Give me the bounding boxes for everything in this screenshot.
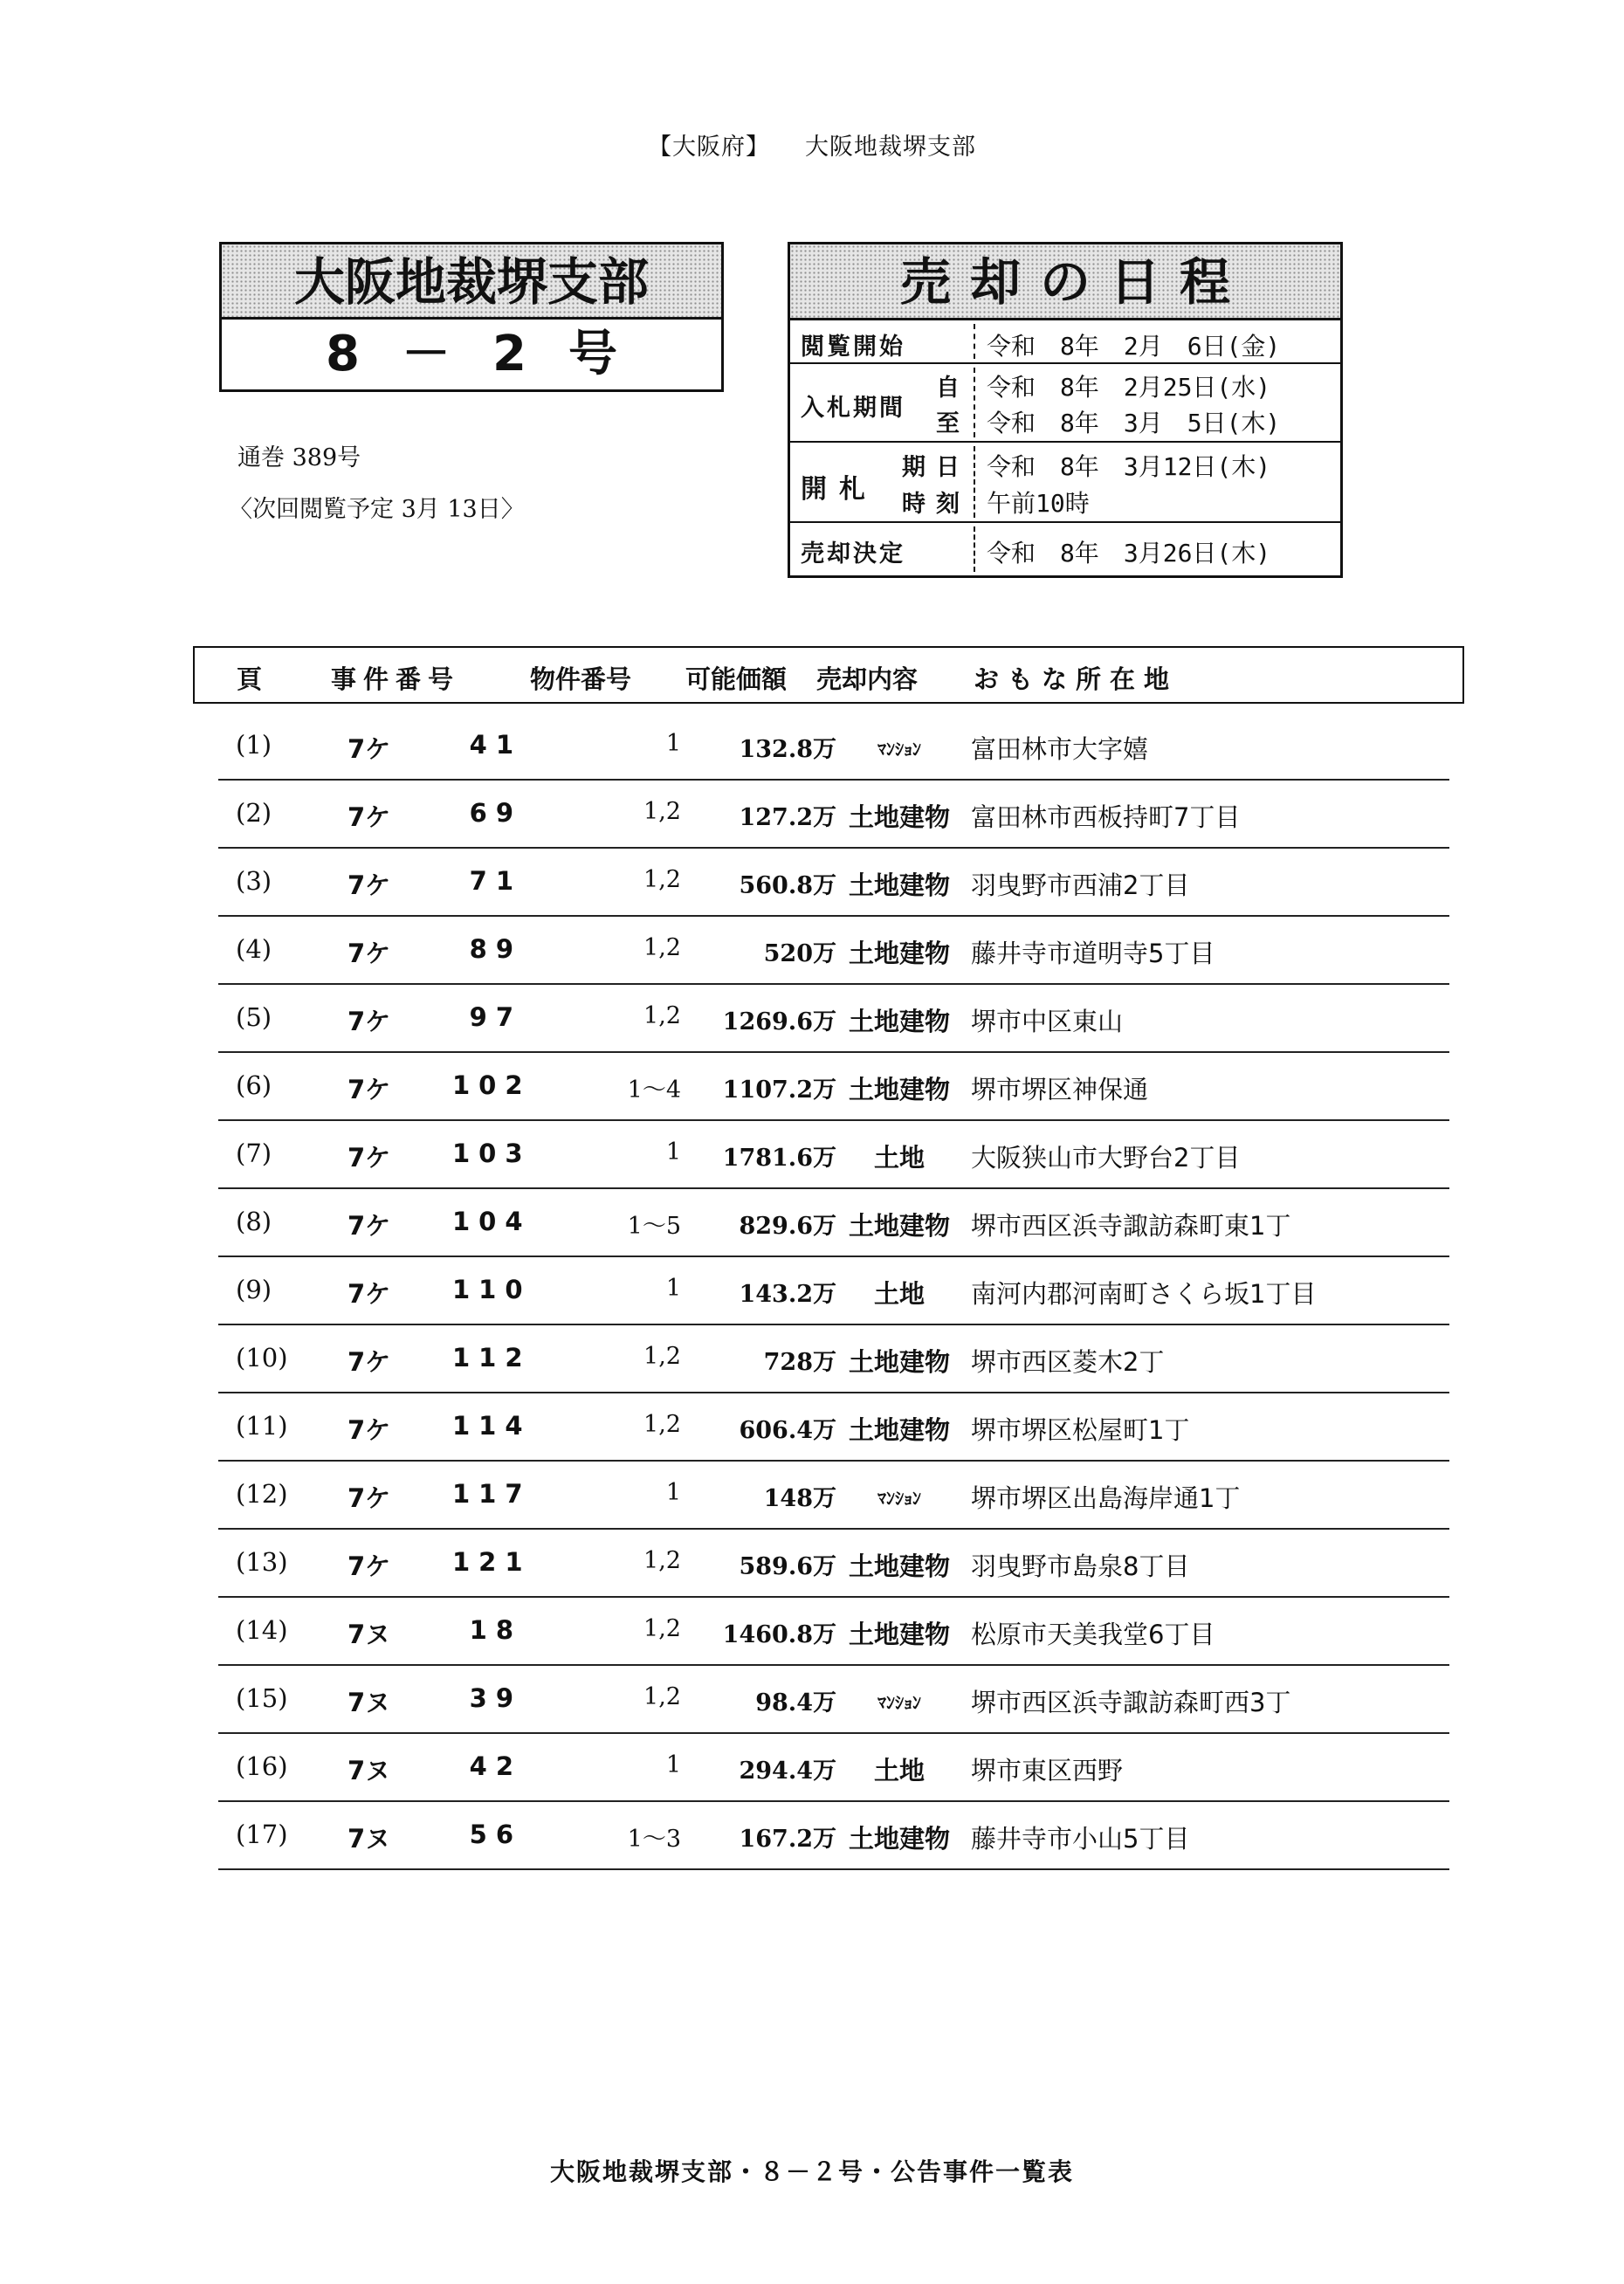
page-ref: (17) [236,1820,288,1849]
sale-type: 土地 [873,1279,925,1309]
table-row [218,1460,1449,1530]
case-era: 7ヌ [348,1620,391,1649]
case-number: 56 [469,1820,522,1849]
case-number: 71 [469,866,522,896]
minimum-price: 1269.6万 [722,1008,836,1035]
table-row [218,1732,1449,1802]
schedule-value: 令和 8年 3月 5日(木) [987,409,1281,437]
case-era: 7ケ [348,1075,391,1104]
case-era: 7ヌ [348,1688,391,1717]
property-number: 1,2 [643,1547,681,1574]
court-name: 大阪地裁堺支部 [805,134,976,161]
case-number: 18 [469,1615,522,1645]
header-sale-type: 売却内容 [816,664,919,694]
property-number: 1 [665,1479,681,1506]
header-location: おもな所在地 [974,664,1179,694]
page-ref: (1) [236,730,272,760]
sale-type: 土地建物 [848,1007,950,1036]
case-number: 41 [469,730,522,760]
page-ref: (2) [236,798,272,828]
schedule-row-decision [790,523,1340,575]
table-row [218,1119,1449,1189]
next-viewing-date: 〈次回閲覧予定 3月 13日〉 [229,496,525,523]
sale-type: 土地建物 [848,1075,950,1104]
sale-type: 土地建物 [848,939,950,968]
court-title-box [219,242,724,392]
sale-type: 土地建物 [848,1551,950,1581]
case-number: 69 [469,798,522,828]
schedule-value: 令和 8年 2月 6日(金) [987,332,1281,361]
minimum-price: 589.6万 [739,1553,836,1580]
minimum-price: 1460.8万 [722,1621,836,1648]
sale-type: 土地 [873,1143,925,1173]
case-era: 7ケ [348,1211,391,1241]
sale-schedule-box [788,242,1343,578]
table-header [193,646,1464,704]
table-row [218,1800,1449,1870]
page-header [0,127,1624,162]
case-era: 7ケ [348,734,391,764]
property-number: 1,2 [643,1343,681,1370]
schedule-value: 令和 8年 3月12日(木) [987,452,1271,481]
page-ref: (9) [236,1275,272,1304]
header-page: 頁 [237,664,263,694]
schedule-label: 売却決定 [801,540,905,568]
schedule-title: 売却の日程 [790,244,1340,320]
minimum-price: 127.2万 [739,804,836,831]
minimum-price: 132.8万 [739,736,836,763]
sale-type: 土地建物 [848,1824,950,1854]
page-ref: (12) [236,1479,288,1509]
property-number: 1,2 [643,1002,681,1029]
page-ref: (15) [236,1683,288,1713]
page-footer: 大阪地裁堺支部・８－２号・公告事件一覧表 [549,2157,1074,2186]
schedule-row-bidding [790,364,1340,443]
property-number: 1 [665,730,681,757]
table-row [218,847,1449,917]
minimum-price: 167.2万 [739,1826,836,1853]
case-number: 97 [469,1002,522,1032]
case-number: 39 [469,1683,522,1713]
schedule-sub-label: 期日 [902,454,970,481]
schedule-row-viewing [790,320,1340,364]
prefecture-label: 【大阪府】 [648,134,770,161]
property-number: 1 [665,1139,681,1166]
property-number: 1,2 [643,1411,681,1438]
location: 堺市西区浜寺諏訪森町東1丁 [971,1211,1291,1241]
table-row [218,1596,1449,1666]
property-number: 1,2 [643,934,681,961]
property-number: 1～3 [627,1826,681,1853]
location: 堺市堺区松屋町1丁 [971,1415,1190,1445]
case-number: 110 [452,1275,532,1304]
header-property-number: 物件番号 [530,664,632,694]
case-era: 7ケ [348,1415,391,1445]
minimum-price: 148万 [763,1485,836,1512]
page-ref: (13) [236,1547,288,1577]
case-era: 7ケ [348,939,391,968]
table-row [218,1051,1449,1121]
issue-number: 8－2号 [326,326,659,382]
property-number: 1～5 [627,1213,681,1240]
minimum-price: 520万 [763,940,836,967]
table-row [218,779,1449,849]
minimum-price: 294.4万 [739,1758,836,1785]
header-case-number: 事件番号 [331,664,461,694]
table-row [218,711,1449,781]
property-number: 1,2 [643,1683,681,1710]
property-number: 1～4 [627,1077,681,1104]
schedule-value: 令和 8年 2月25日(水) [987,373,1271,402]
case-era: 7ケ [348,1279,391,1309]
schedule-label: 入札期間 [801,395,905,422]
table-row [218,1256,1449,1325]
case-number: 103 [452,1139,532,1168]
case-era: 7ケ [348,870,391,900]
table-row [218,983,1449,1053]
schedule-sub-label: 至 [936,410,962,437]
court-title: 大阪地裁堺支部 [222,244,721,320]
case-era: 7ケ [348,1347,391,1377]
property-number: 1,2 [643,798,681,825]
schedule-label: 閲覧開始 [801,334,905,361]
page-ref: (8) [236,1207,272,1236]
page-ref: (3) [236,866,272,896]
case-number: 104 [452,1207,532,1236]
page-ref: (4) [236,934,272,964]
minimum-price: 728万 [763,1349,836,1376]
location: 羽曳野市島泉8丁目 [971,1551,1190,1581]
case-era: 7ケ [348,802,391,832]
schedule-sub-label: 時刻 [902,491,970,518]
sale-type: 土地建物 [848,870,950,900]
location: 堺市東区西野 [971,1756,1124,1785]
schedule-value: 令和 8年 3月26日(木) [987,539,1271,568]
location: 藤井寺市道明寺5丁目 [971,939,1215,968]
table-row [218,1187,1449,1257]
case-number: 117 [452,1479,532,1509]
case-number: 89 [469,934,522,964]
case-number: 114 [452,1411,532,1441]
location: 南河内郡河南町さくら坂1丁目 [971,1279,1317,1309]
page-ref: (7) [236,1139,272,1168]
case-era: 7ケ [348,1551,391,1581]
page-ref: (14) [236,1615,288,1645]
location: 富田林市大字嬉 [971,734,1149,764]
case-number: 42 [469,1751,522,1781]
location: 富田林市西板持町7丁目 [971,802,1241,832]
minimum-price: 1781.6万 [722,1145,836,1172]
case-era: 7ケ [348,1143,391,1173]
table-row [218,1664,1449,1734]
sale-type: 土地建物 [848,802,950,832]
case-number: 102 [452,1070,532,1100]
schedule-value: 午前10時 [987,489,1090,518]
page-ref: (16) [236,1751,288,1781]
sale-type: ﾏﾝｼｮﾝ [877,1488,921,1509]
page-ref: (11) [236,1411,288,1441]
sale-type: 土地建物 [848,1347,950,1377]
case-era: 7ヌ [348,1756,391,1785]
location: 堺市中区東山 [971,1007,1124,1036]
minimum-price: 829.6万 [739,1213,836,1240]
case-era: 7ヌ [348,1824,391,1854]
property-number: 1 [665,1275,681,1302]
schedule-label: 開札 [801,474,877,505]
location: 大阪狭山市大野台2丁目 [971,1143,1241,1173]
table-row [218,1324,1449,1393]
sale-type: 土地 [873,1756,925,1785]
case-number: 112 [452,1343,532,1372]
sale-type: ﾏﾝｼｮﾝ [877,739,921,760]
table-row [218,1392,1449,1462]
schedule-row-opening [790,443,1340,523]
case-era: 7ケ [348,1483,391,1513]
location: 堺市西区菱木2丁 [971,1347,1165,1377]
sale-type: 土地建物 [848,1620,950,1649]
table-row [218,1528,1449,1598]
volume-number: 通巻 389号 [237,444,361,471]
sale-type: ﾏﾝｼｮﾝ [877,1692,921,1713]
case-number: 121 [452,1547,532,1577]
property-number: 1 [665,1751,681,1778]
property-number: 1,2 [643,1615,681,1642]
header-price: 可能価額 [685,664,788,694]
minimum-price: 1107.2万 [722,1077,836,1104]
minimum-price: 606.4万 [739,1417,836,1444]
schedule-sub-label: 自 [936,375,962,402]
location: 堺市堺区出島海岸通1丁 [971,1483,1241,1513]
page-ref: (6) [236,1070,272,1100]
table-row [218,915,1449,985]
location: 堺市西区浜寺諏訪森町西3丁 [971,1688,1291,1717]
minimum-price: 560.8万 [739,872,836,899]
sale-type: 土地建物 [848,1211,950,1241]
location: 羽曳野市西浦2丁目 [971,870,1190,900]
property-number: 1,2 [643,866,681,893]
page-ref: (5) [236,1002,272,1032]
page-ref: (10) [236,1343,288,1372]
minimum-price: 98.4万 [755,1689,836,1716]
minimum-price: 143.2万 [739,1281,836,1308]
case-era: 7ケ [348,1007,391,1036]
location: 堺市堺区神保通 [971,1075,1149,1104]
location: 藤井寺市小山5丁目 [971,1824,1190,1854]
location: 松原市天美我堂6丁目 [971,1620,1215,1649]
sale-type: 土地建物 [848,1415,950,1445]
